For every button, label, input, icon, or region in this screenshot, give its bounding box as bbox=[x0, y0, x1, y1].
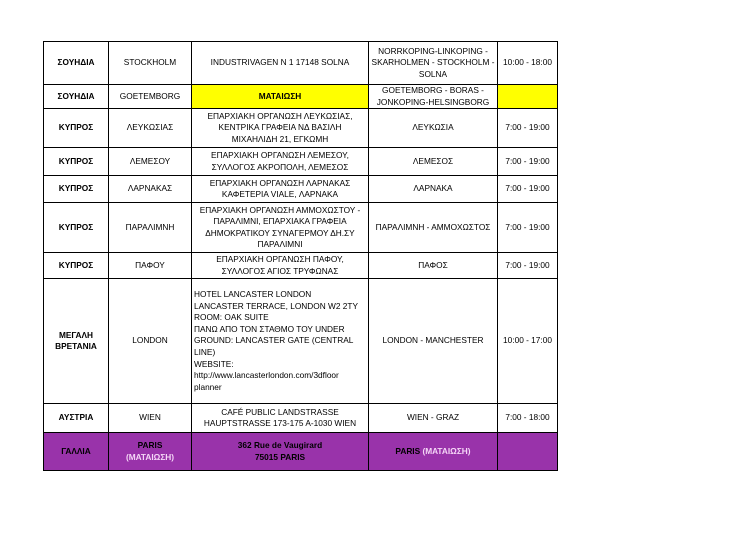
table-row bbox=[44, 148, 558, 176]
cancellation-note: (ΜΑΤΑΙΩΣΗ) bbox=[125, 451, 175, 462]
address-cell: ΕΠΑΡΧΙΑΚΗ ΟΡΓΑΝΩΣΗ ΛΕΥΚΩΣΙΑΣ, ΚΕΝΤΡΙΚΑ ΓΡΑΦΕΙΑ ΝΔ ΒΑΣΙΛΗ ΜΙΧΑΗΛΙΔΗ 21, ΕΓΚΩΜΗ bbox=[192, 109, 369, 148]
cancellation-note: (ΜΑΤΑΙΩΣΗ) bbox=[422, 445, 471, 456]
address-cell: CAFÉ PUBLIC LANDSTRASSE HAUPTSTRASSE 173-175 A-1030 WIEN bbox=[192, 404, 369, 433]
hours-cell: 7:00 - 19:00 bbox=[498, 203, 558, 253]
city-cell: LONDON bbox=[109, 279, 192, 404]
country-cell: ΜΕΓΑΛΗ ΒΡΕΤΑΝΙΑ bbox=[44, 279, 109, 404]
route-cell: GOETEMBORG - BORAS - JONKOPING-HELSINGBORG bbox=[369, 85, 498, 109]
route-cell: ΠΑΦΟΣ bbox=[369, 253, 498, 279]
hours-cell: 7:00 - 19:00 bbox=[498, 253, 558, 279]
hours-cell: 7:00 - 19:00 bbox=[498, 148, 558, 176]
city-cell: ΛΕΜΕΣΟΥ bbox=[109, 148, 192, 176]
address-cell: ΜΑΤΑΙΩΣΗ bbox=[192, 85, 369, 109]
city-cell bbox=[109, 433, 192, 471]
country-cell: ΚΥΠΡΟΣ bbox=[44, 203, 109, 253]
city-cell: WIEN bbox=[109, 404, 192, 433]
city-name: PARIS bbox=[137, 440, 163, 451]
route-cell: ΛΕΥΚΩΣΙΑ bbox=[369, 109, 498, 148]
hours-cell: 7:00 - 19:00 bbox=[498, 176, 558, 203]
route-cell: ΛΑΡΝΑΚΑ bbox=[369, 176, 498, 203]
hours-cell: 10:00 - 17:00 bbox=[498, 279, 558, 404]
route-cell: ΛΕΜΕΣΟΣ bbox=[369, 148, 498, 176]
table-row bbox=[44, 109, 558, 148]
address-cell: 362 Rue de Vaugirard 75015 PARIS bbox=[192, 433, 369, 471]
city-cell: STOCKHOLM bbox=[109, 42, 192, 85]
table-row bbox=[44, 85, 558, 109]
address-cell: INDUSTRIVAGEN N 1 17148 SOLNA bbox=[192, 42, 369, 85]
address-cell: HOTEL LANCASTER LONDON LANCASTER TERRACE, LONDON W2 2TY ROOM: OAK SUITE ΠΑΝΩ ΑΠΟ ΤΟΝ ΣΤΑΘΜΟ ΤΟΥ UNDER GROUND: LANCASTER GATE (CENTRAL LINE) WEBSITE: http://www.lancasterlondon.com/3dfloor planner bbox=[192, 279, 369, 404]
city-cell: ΛΕΥΚΩΣΙΑΣ bbox=[109, 109, 192, 148]
route-cell: LONDON - MANCHESTER bbox=[369, 279, 498, 404]
hours-cell bbox=[498, 433, 558, 471]
address-cell: ΕΠΑΡΧΙΑΚΗ ΟΡΓΑΝΩΣΗ ΛΕΜΕΣΟΥ, ΣΥΛΛΟΓΟΣ ΑΚΡΟΠΟΛΗ, ΛΕΜΕΣΟΣ bbox=[192, 148, 369, 176]
city-cell: ΠΑΦΟΥ bbox=[109, 253, 192, 279]
table-row bbox=[44, 253, 558, 279]
route-cell bbox=[369, 433, 498, 471]
table-row bbox=[44, 176, 558, 203]
city-cell: ΛΑΡΝΑΚΑΣ bbox=[109, 176, 192, 203]
address-cell: ΕΠΑΡΧΙΑΚΗ ΟΡΓΑΝΩΣΗ ΑΜΜΟΧΩΣΤΟΥ - ΠΑΡΑΛΙΜΝΙ, ΕΠΑΡΧΙΑΚΑ ΓΡΑΦΕΙΑ ΔΗΜΟΚΡΑΤΙΚΟΥ ΣΥΝΑΓΕΡΜΟΥ ΔΗ.ΣΥ ΠΑΡΑΛΙΜΝΙ bbox=[192, 203, 369, 253]
country-cell: ΣΟΥΗΔΙΑ bbox=[44, 42, 109, 85]
country-cell: ΚΥΠΡΟΣ bbox=[44, 109, 109, 148]
hours-cell bbox=[498, 85, 558, 109]
table-row bbox=[44, 404, 558, 433]
city-cell: GOETEMBORG bbox=[109, 85, 192, 109]
city-cell: ΠΑΡΑΛΙΜΝΗ bbox=[109, 203, 192, 253]
hours-cell: 7:00 - 19:00 bbox=[498, 109, 558, 148]
country-cell: ΚΥΠΡΟΣ bbox=[44, 253, 109, 279]
table-row bbox=[44, 203, 558, 253]
schedule-table bbox=[43, 41, 558, 471]
table-row bbox=[44, 42, 558, 85]
route-name: PARIS bbox=[395, 445, 423, 456]
route-cell: WIEN - GRAZ bbox=[369, 404, 498, 433]
country-cell: ΣΟΥΗΔΙΑ bbox=[44, 85, 109, 109]
route-cell: NORRKOPING-LINKOPING - SKARHOLMEN - STOCKHOLM - SOLNA bbox=[369, 42, 498, 85]
country-cell: ΚΥΠΡΟΣ bbox=[44, 176, 109, 203]
route-cell: ΠΑΡΑΛΙΜΝΗ - ΑΜΜΟΧΩΣΤΟΣ bbox=[369, 203, 498, 253]
table-row-cancelled bbox=[44, 433, 558, 471]
country-cell: ΓΑΛΛΙΑ bbox=[44, 433, 109, 471]
table-row bbox=[44, 279, 558, 404]
address-cell: ΕΠΑΡΧΙΑΚΗ ΟΡΓΑΝΩΣΗ ΛΑΡΝΑΚΑΣ ΚΑΦΕΤΕΡΙΑ VIALE, ΛΑΡΝΑΚΑ bbox=[192, 176, 369, 203]
hours-cell: 7:00 - 18:00 bbox=[498, 404, 558, 433]
address-cell: ΕΠΑΡΧΙΑΚΗ ΟΡΓΑΝΩΣΗ ΠΑΦΟΥ, ΣΥΛΛΟΓΟΣ ΑΓΙΟΣ ΤΡΥΦΩΝΑΣ bbox=[192, 253, 369, 279]
hours-cell: 10:00 - 18:00 bbox=[498, 42, 558, 85]
country-cell: ΑΥΣΤΡΙΑ bbox=[44, 404, 109, 433]
country-cell: ΚΥΠΡΟΣ bbox=[44, 148, 109, 176]
